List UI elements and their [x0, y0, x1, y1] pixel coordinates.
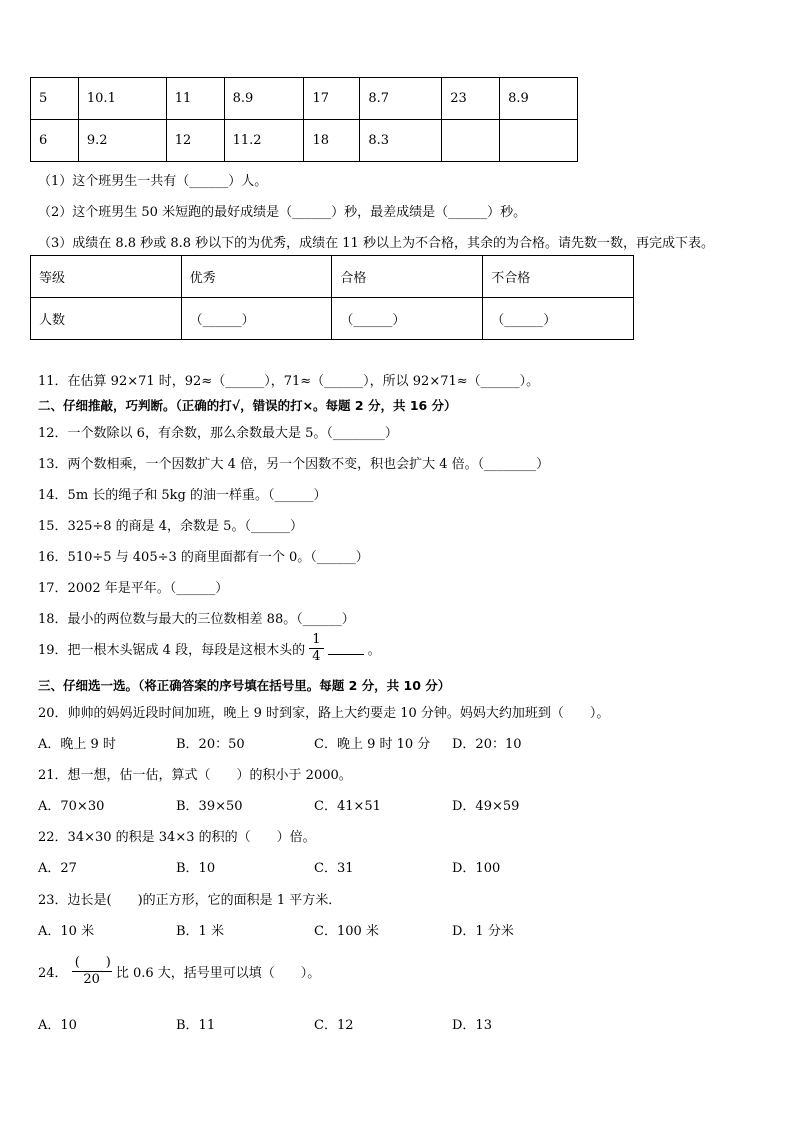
option-c[interactable]: C．31 [314, 861, 354, 876]
question-12: 12．一个数除以 6，有余数，那么余数最大是 5。（________） [38, 426, 398, 441]
grade-count-row [31, 298, 634, 340]
section-3-heading: 三、仔细选一选。（将正确答案的序号填在括号里。每题 2 分，共 10 分） [38, 678, 451, 693]
table-header: 优秀 [181, 256, 332, 298]
table-cell: 9.2 [78, 120, 166, 162]
score-row [31, 78, 578, 120]
question-19-end: 。 [367, 643, 381, 658]
question-21: 21．想一想，估一估，算式（ ）的积小于 2000。 [38, 768, 352, 783]
sub-question-3: （3）成绩在 8.8 秒或 8.8 秒以下的为优秀，成绩在 11 秒以上为不合格，其余的为合格。请先数一数，再完成下表。 [38, 236, 714, 251]
fraction-numerator: 1 [309, 632, 323, 649]
question-15: 15．325÷8 的商是 4，余数是 5。（______） [38, 519, 303, 534]
table-header: 等级 [31, 256, 182, 298]
question-24-text: 比 0.6 大，括号里可以填（ ）。 [115, 966, 321, 981]
table-cell: 11.2 [224, 120, 304, 162]
option-d[interactable]: D．100 [452, 861, 501, 876]
table-header: 合格 [332, 256, 483, 298]
grade-table [30, 255, 634, 340]
table-cell: 12 [166, 120, 224, 162]
score-row [31, 120, 578, 162]
table-cell: 8.9 [500, 78, 578, 120]
fraction-denominator: 4 [312, 649, 321, 664]
question-11: 11．在估算 92×71 时，92≈（______），71≈（______），所以 92×71≈（______）。 [38, 374, 540, 389]
answer-blank[interactable]: （______） [332, 298, 483, 340]
option-d[interactable]: D．49×59 [452, 799, 520, 814]
table-cell: 10.1 [78, 78, 166, 120]
answer-blank[interactable]: （______） [181, 298, 332, 340]
question-19-text: 19．把一根木头锯成 4 段，每段是这根木头的 [38, 643, 306, 658]
option-d[interactable]: D．20：10 [452, 737, 522, 752]
question-23: 23．边长是( )的正方形，它的面积是 1 平方米． [38, 893, 342, 908]
table-cell: 8.9 [224, 78, 304, 120]
table-cell: 8.7 [360, 78, 442, 120]
table-cell: 8.3 [360, 120, 442, 162]
option-d[interactable]: D．1 分米 [452, 924, 514, 939]
question-18: 18．最小的两位数与最大的三位数相差 88。（______） [38, 612, 355, 627]
fraction [72, 955, 112, 988]
table-cell: 23 [442, 78, 500, 120]
question-24-number: 24． [38, 966, 68, 981]
fraction-denominator: 20 [83, 972, 100, 987]
question-20: 20．帅帅的妈妈近段时间加班，晚上 9 时到家，路上大约要走 10 分钟。妈妈大约加班到（ ）。 [38, 706, 610, 721]
option-b[interactable]: B．20：50 [176, 737, 245, 752]
option-a[interactable]: A．70×30 [38, 799, 105, 814]
option-c[interactable]: C．晚上 9 时 10 分 [314, 737, 431, 752]
question-24 [38, 955, 320, 988]
option-c[interactable]: C．100 米 [314, 924, 379, 939]
table-header: 不合格 [483, 256, 634, 298]
question-13: 13．两个数相乘，一个因数扩大 4 倍，另一个因数不变，积也会扩大 4 倍。（________） [38, 457, 550, 472]
answer-blank[interactable] [328, 642, 364, 655]
option-d[interactable]: D．13 [452, 1018, 492, 1033]
table-cell: 17 [304, 78, 360, 120]
option-a[interactable]: A．27 [38, 861, 77, 876]
table-cell: 人数 [31, 298, 182, 340]
answer-blank[interactable]: （______） [483, 298, 634, 340]
fraction-numerator-blank[interactable]: ( ) [72, 955, 112, 972]
option-b[interactable]: B．10 [176, 861, 216, 876]
score-table [30, 77, 578, 162]
option-a[interactable]: A．晚上 9 时 [38, 737, 116, 752]
table-cell: 6 [31, 120, 79, 162]
sub-question-1: （1）这个班男生一共有（______）人。 [38, 174, 268, 189]
table-cell [442, 120, 500, 162]
option-b[interactable]: B．11 [176, 1018, 216, 1033]
grade-header-row [31, 256, 634, 298]
option-b[interactable]: B．39×50 [176, 799, 243, 814]
table-cell: 5 [31, 78, 79, 120]
option-b[interactable]: B．1 米 [176, 924, 224, 939]
option-a[interactable]: A．10 [38, 1018, 77, 1033]
question-16: 16．510÷5 与 405÷3 的商里面都有一个 0。（______） [38, 550, 369, 565]
sub-question-2: （2）这个班男生 50 米短跑的最好成绩是（______）秒，最差成绩是（______）秒。 [38, 205, 527, 220]
table-cell [500, 120, 578, 162]
question-17: 17．2002 年是平年。（______） [38, 581, 229, 596]
question-22: 22．34×30 的积是 34×3 的积的（ ）倍。 [38, 830, 316, 845]
question-19 [38, 632, 381, 665]
question-14: 14．5m 长的绳子和 5kg 的油一样重。（______） [38, 488, 327, 503]
option-c[interactable]: C．12 [314, 1018, 354, 1033]
option-a[interactable]: A．10 米 [38, 924, 95, 939]
table-cell: 11 [166, 78, 224, 120]
section-2-heading: 二、仔细推敲，巧判断。（正确的打√，错误的打×。每题 2 分，共 16 分） [38, 398, 457, 413]
option-c[interactable]: C．41×51 [314, 799, 381, 814]
table-cell: 18 [304, 120, 360, 162]
fraction [309, 632, 323, 665]
